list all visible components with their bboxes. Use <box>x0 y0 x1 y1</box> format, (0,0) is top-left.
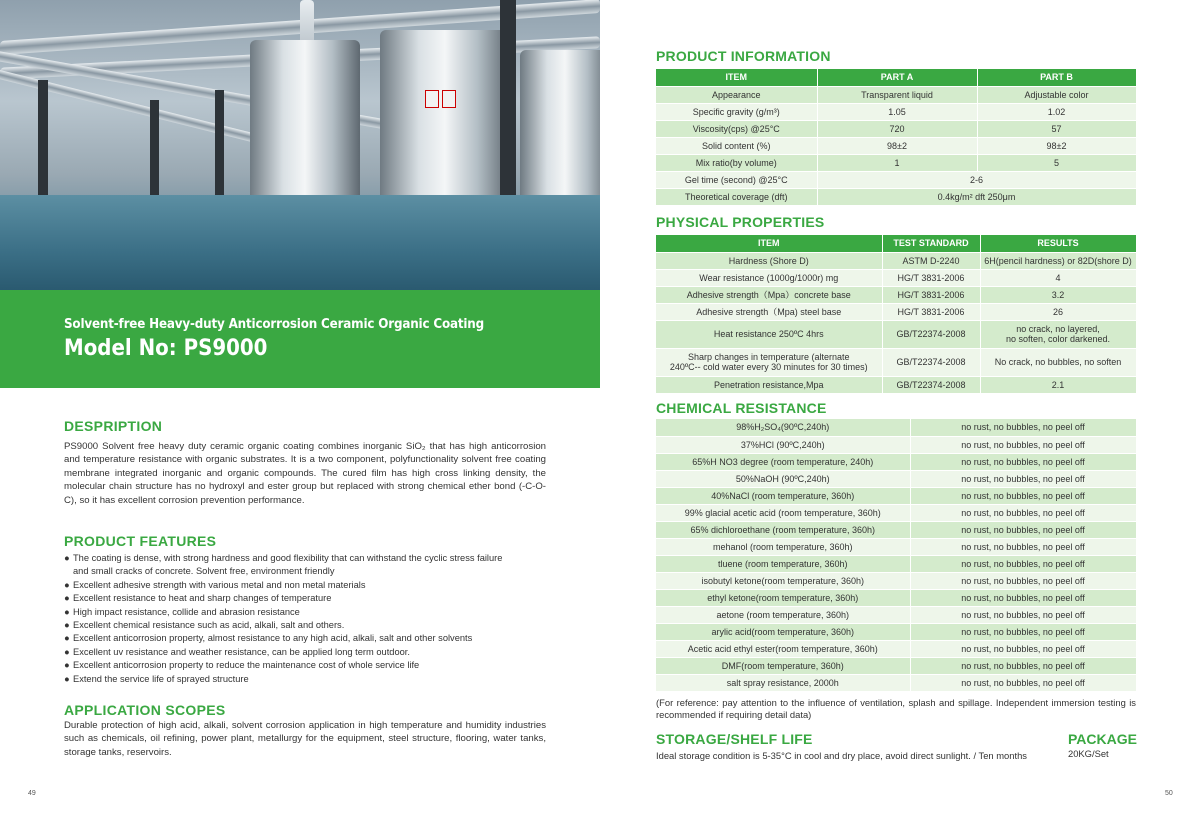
table-row <box>656 269 1136 286</box>
table-row <box>656 171 1136 188</box>
bullet-icon: ● <box>64 606 70 617</box>
table-cell: 3.2 <box>980 286 1136 303</box>
table-cell: Theoretical coverage (dft) <box>656 188 817 205</box>
table-row <box>656 487 1136 504</box>
table-row <box>656 188 1136 205</box>
table-cell: Adjustable color <box>977 86 1136 103</box>
table-cell: 0.4kg/m² dft 250μm <box>817 188 1136 205</box>
table-row <box>656 252 1136 269</box>
table-cell: Heat resistance 250ºC 4hrs <box>656 320 882 348</box>
table-cell: Adhesive strength（Mpa）concrete base <box>656 286 882 303</box>
table-cell: no rust, no bubbles, no peel off <box>910 487 1136 504</box>
table-cell: Appearance <box>656 86 817 103</box>
application-text: Durable protection of high acid, alkali, solvent corrosion application in high temperature and humidity industries such as chemicals, oil refining, power plant, metallurgy for the equipment, steel structure, flooring, water tanks, storage tanks, reservoirs. <box>64 720 546 758</box>
table-cell: no crack, no layered, no soften, color darkened. <box>980 320 1136 348</box>
table-cell: salt spray resistance, 2000h <box>656 674 910 691</box>
table-cell: no rust, no bubbles, no peel off <box>910 521 1136 538</box>
table-cell: 26 <box>980 303 1136 320</box>
industrial-plant-photo <box>0 0 600 290</box>
table-cell: 6H(pencil hardness) or 82D(shore D) <box>980 252 1136 269</box>
feature-item <box>64 552 546 565</box>
table-cell: Gel time (second) @25°C <box>656 171 817 188</box>
table-cell: GB/T22374-2008 <box>882 376 980 393</box>
bullet-icon: ● <box>64 579 70 590</box>
feature-item <box>64 632 546 645</box>
title-banner <box>0 290 600 388</box>
feature-text: Excellent chemical resistance such as acid, alkali, salt and others. <box>73 620 345 631</box>
table-cell: 1.02 <box>977 103 1136 120</box>
bullet-icon: ● <box>64 553 70 563</box>
product-subtitle: Solvent-free Heavy-duty Anticorrosion Ceramic Organic Coating <box>64 317 485 332</box>
column-header: PART B <box>977 69 1136 86</box>
table-cell: Transparent liquid <box>817 86 977 103</box>
application-section <box>64 702 546 759</box>
table-cell: Penetration resistance,Mpa <box>656 376 882 393</box>
table-row <box>656 606 1136 623</box>
table-cell: arylic acid(room temperature, 360h) <box>656 623 910 640</box>
bullet-icon: ● <box>64 660 70 671</box>
storage-text: Ideal storage condition is 5-35°C in cool and dry place, avoid direct sunlight. / Ten months <box>656 750 1027 761</box>
table-cell: ethyl ketone(room temperature, 360h) <box>656 589 910 606</box>
feature-text: Excellent anticorrosion property to reduce the maintenance cost of whole service life <box>73 660 420 671</box>
feature-item <box>64 606 546 619</box>
table-cell: Hardness (Shore D) <box>656 252 882 269</box>
table-row <box>656 657 1136 674</box>
feature-item <box>64 619 546 632</box>
table-cell: isobutyl ketone(room temperature, 360h) <box>656 572 910 589</box>
feature-item <box>64 565 546 578</box>
table-row <box>656 640 1136 657</box>
table-row <box>656 303 1136 320</box>
storage-title: STORAGE/SHELF LIFE <box>656 731 813 747</box>
table-row <box>656 538 1136 555</box>
table-row <box>656 320 1136 348</box>
table-cell: DMF(room temperature, 360h) <box>656 657 910 674</box>
table-cell: 99% glacial acetic acid (room temperature, 360h) <box>656 504 910 521</box>
table-row <box>656 521 1136 538</box>
table-cell: GB/T22374-2008 <box>882 320 980 348</box>
table-cell: ASTM D-2240 <box>882 252 980 269</box>
feature-item <box>64 659 546 672</box>
page-number-right: 50 <box>1165 790 1173 797</box>
description-section <box>64 418 546 507</box>
table-row <box>656 589 1136 606</box>
table-cell: HG/T 3831-2006 <box>882 303 980 320</box>
table-cell: no rust, no bubbles, no peel off <box>910 419 1136 436</box>
chemical-table <box>656 419 1137 692</box>
table-cell: 720 <box>817 120 977 137</box>
physical-title: PHYSICAL PROPERTIES <box>656 214 825 230</box>
package-text: 20KG/Set <box>1068 748 1109 759</box>
table-cell: no rust, no bubbles, no peel off <box>910 623 1136 640</box>
table-cell: no rust, no bubbles, no peel off <box>910 436 1136 453</box>
bullet-icon: ● <box>64 593 70 604</box>
chemical-note: (For reference: pay attention to the influence of ventilation, splash and spillage. Independent immersion testing is recommended if requiring detail data) <box>656 697 1136 720</box>
table-cell: GB/T22374-2008 <box>882 348 980 376</box>
table-cell: Sharp changes in temperature (alternate 240ºC-- cold water every 30 minutes for 30 times) <box>656 348 882 376</box>
table-cell: 4 <box>980 269 1136 286</box>
description-text: PS9000 Solvent free heavy duty ceramic organic coating combines inorganic SiO₂ that has high anticorrosion and temperature resistance with organic substrates. It is a two component, polyfunctionality solvent free coating membrane integrated inorganic and organic compounds. The cured film has high cross linking density, the molecular chain structure has no hydroxyl and ester group but replaced with strong chemical ether bond (-C-O-C), so it has excellent corrosion prevention performance. <box>64 441 546 506</box>
model-number: Model No: PS9000 <box>64 336 268 361</box>
application-title: APPLICATION SCOPES <box>64 702 226 718</box>
table-row <box>656 504 1136 521</box>
table-cell: 98%H₂SO₄(90ºC,240h) <box>656 419 910 436</box>
column-header: ITEM <box>656 69 817 86</box>
table-cell: aetone (room temperature, 360h) <box>656 606 910 623</box>
table-cell: Wear resistance (1000g/1000r) mg <box>656 269 882 286</box>
table-row <box>656 555 1136 572</box>
feature-item <box>64 673 546 686</box>
table-cell: no rust, no bubbles, no peel off <box>910 504 1136 521</box>
table-row <box>656 674 1136 691</box>
bullet-icon: ● <box>64 633 70 644</box>
table-row <box>656 154 1136 171</box>
table-cell: mehanol (room temperature, 360h) <box>656 538 910 555</box>
table-cell: no rust, no bubbles, no peel off <box>910 589 1136 606</box>
feature-text: The coating is dense, with strong hardness and good flexibility that can withstand the cyclic stress failure <box>73 553 503 563</box>
table-row <box>656 453 1136 470</box>
product-info-title: PRODUCT INFORMATION <box>656 48 831 64</box>
table-row <box>656 286 1136 303</box>
table-header-row <box>656 235 1136 252</box>
table-cell: Specific gravity (g/m³) <box>656 103 817 120</box>
bullet-icon: ● <box>64 646 70 657</box>
table-cell: 37%HCl (90ºC,240h) <box>656 436 910 453</box>
table-row <box>656 623 1136 640</box>
table-cell: Acetic acid ethyl ester(room temperature, 360h) <box>656 640 910 657</box>
table-cell: 65% dichloroethane (room temperature, 360h) <box>656 521 910 538</box>
table-row <box>656 572 1136 589</box>
feature-text: Excellent uv resistance and weather resistance, can be applied long term outdoor. <box>73 646 410 657</box>
table-cell: 98±2 <box>977 137 1136 154</box>
bullet-icon: ● <box>64 673 70 684</box>
table-cell: No crack, no bubbles, no soften <box>980 348 1136 376</box>
table-cell: 2.1 <box>980 376 1136 393</box>
table-row <box>656 376 1136 393</box>
features-section <box>64 533 546 686</box>
table-row <box>656 419 1136 436</box>
table-row <box>656 348 1136 376</box>
feature-text: Extend the service life of sprayed structure <box>73 673 249 684</box>
physical-table <box>656 235 1137 394</box>
table-cell: Mix ratio(by volume) <box>656 154 817 171</box>
table-cell: 2-6 <box>817 171 1136 188</box>
table-row <box>656 436 1136 453</box>
bullet-icon: ● <box>64 620 70 631</box>
table-cell: 1.05 <box>817 103 977 120</box>
table-cell: no rust, no bubbles, no peel off <box>910 606 1136 623</box>
table-cell: no rust, no bubbles, no peel off <box>910 657 1136 674</box>
table-cell: 50%NaOH (90ºC,240h) <box>656 470 910 487</box>
table-row <box>656 86 1136 103</box>
column-header: PART A <box>817 69 977 86</box>
table-row <box>656 103 1136 120</box>
table-row <box>656 137 1136 154</box>
chemical-title: CHEMICAL RESISTANCE <box>656 400 827 416</box>
column-header: ITEM <box>656 235 882 252</box>
column-header: RESULTS <box>980 235 1136 252</box>
table-cell: no rust, no bubbles, no peel off <box>910 674 1136 691</box>
table-cell: no rust, no bubbles, no peel off <box>910 470 1136 487</box>
table-cell: 5 <box>977 154 1136 171</box>
table-cell: Adhesive strength（Mpa) steel base <box>656 303 882 320</box>
table-cell: 57 <box>977 120 1136 137</box>
page-number-left: 49 <box>28 790 36 797</box>
table-cell: 98±2 <box>817 137 977 154</box>
feature-text: Excellent resistance to heat and sharp changes of temperature <box>73 593 332 604</box>
table-row <box>656 470 1136 487</box>
features-title: PRODUCT FEATURES <box>64 533 217 549</box>
table-cell: no rust, no bubbles, no peel off <box>910 640 1136 657</box>
feature-item <box>64 579 546 592</box>
table-cell: HG/T 3831-2006 <box>882 269 980 286</box>
table-cell: Solid content (%) <box>656 137 817 154</box>
table-cell: tluene (room temperature, 360h) <box>656 555 910 572</box>
product-info-table <box>656 69 1137 206</box>
feature-item <box>64 592 546 605</box>
package-title: PACKAGE <box>1068 731 1137 747</box>
table-cell: 65%H NO3 degree (room temperature, 240h) <box>656 453 910 470</box>
features-list <box>64 552 546 686</box>
feature-item <box>64 646 546 659</box>
table-row <box>656 120 1136 137</box>
feature-text: Excellent adhesive strength with various metal and non metal materials <box>73 579 366 590</box>
table-cell: no rust, no bubbles, no peel off <box>910 572 1136 589</box>
table-cell: Viscosity(cps) @25°C <box>656 120 817 137</box>
column-header: TEST STANDARD <box>882 235 980 252</box>
feature-text: and small cracks of concrete. Solvent free, environment friendly <box>73 566 335 577</box>
table-cell: no rust, no bubbles, no peel off <box>910 555 1136 572</box>
description-title: DESPRIPTION <box>64 418 163 434</box>
table-cell: 40%NaCl (room temperature, 360h) <box>656 487 910 504</box>
table-cell: HG/T 3831-2006 <box>882 286 980 303</box>
table-header-row <box>656 69 1136 86</box>
feature-text: Excellent anticorrosion property, almost resistance to any high acid, alkali, salt and other solvents <box>73 633 473 644</box>
table-cell: no rust, no bubbles, no peel off <box>910 453 1136 470</box>
feature-text: High impact resistance, collide and abrasion resistance <box>73 606 300 617</box>
table-cell: 1 <box>817 154 977 171</box>
table-cell: no rust, no bubbles, no peel off <box>910 538 1136 555</box>
